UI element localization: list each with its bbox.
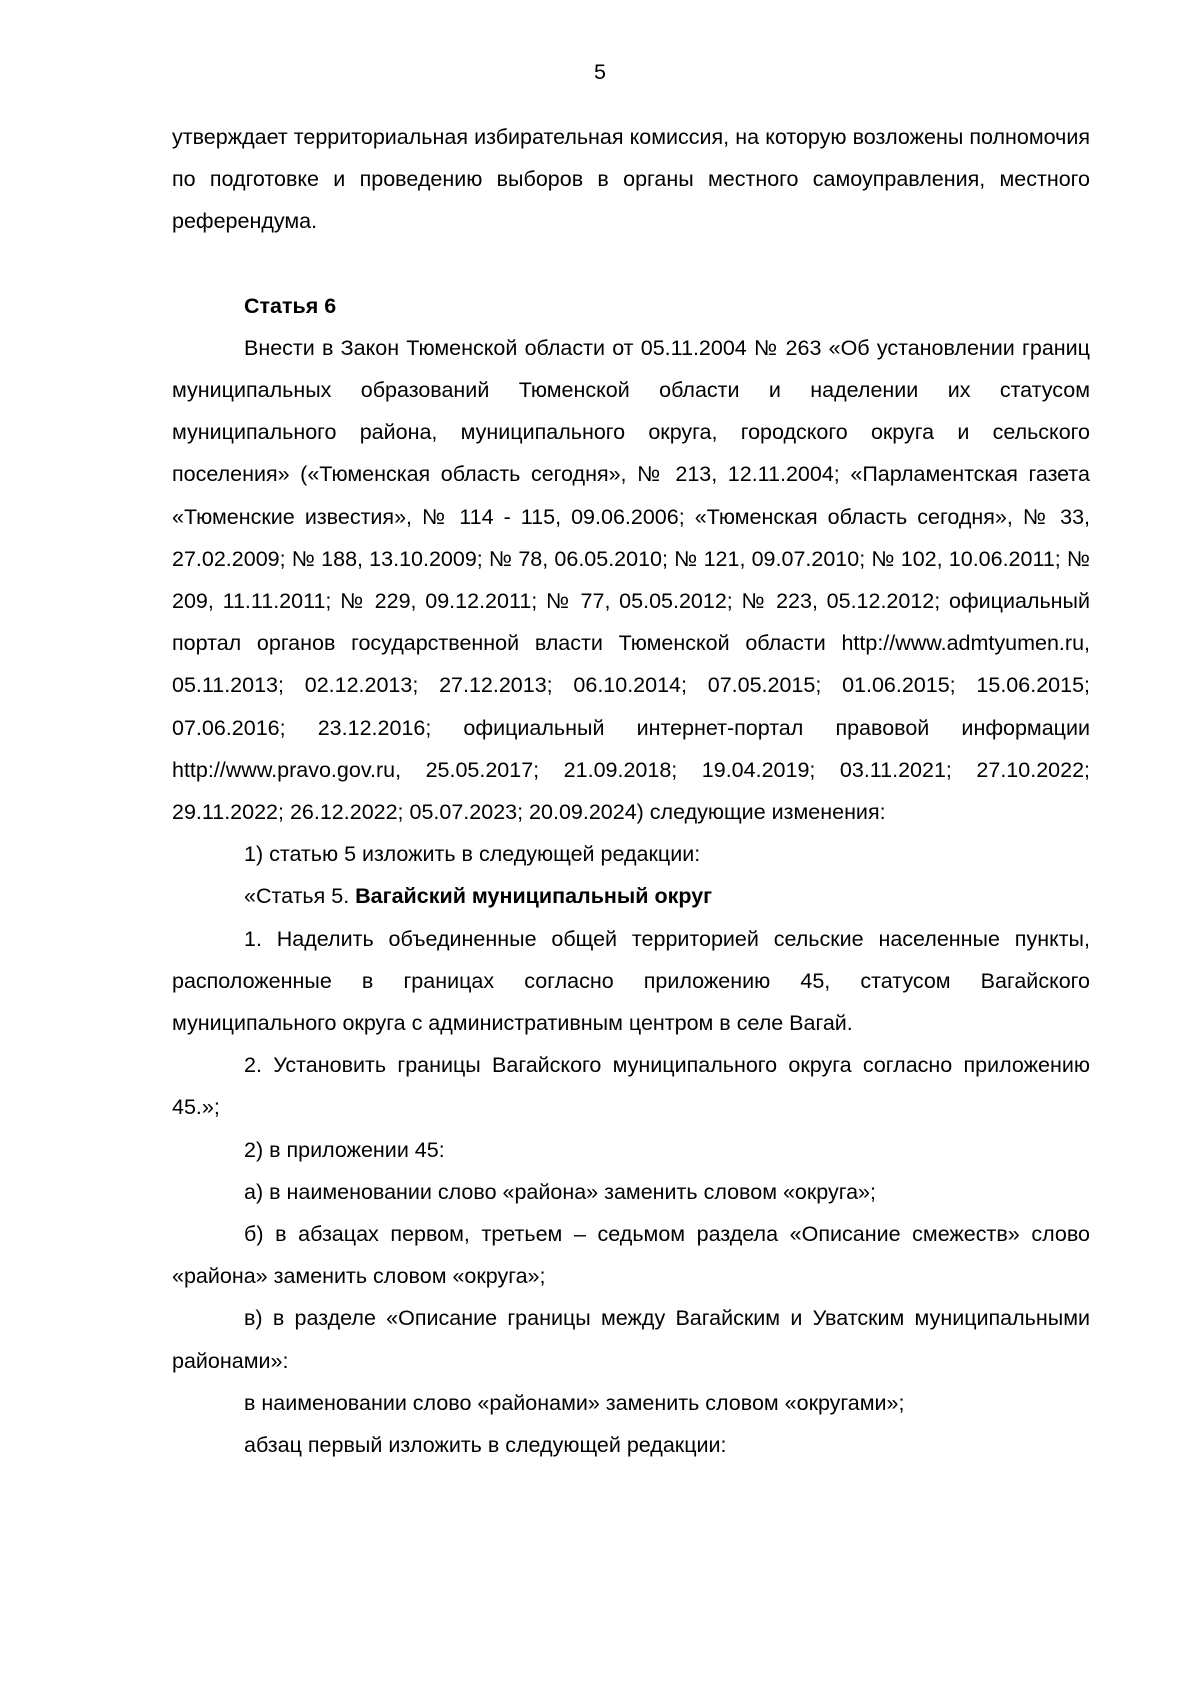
article-heading: Статья 6 [244, 293, 337, 318]
paragraph-clause-1: 1. Наделить объединенные общей территорией сельские населенные пункты, расположенные в границах согласно приложению 45, статусом Вагайского муниципального округа с административным центром в селе Вагай. [172, 926, 1090, 1036]
paragraph-subitem-b: б) в абзацах первом, третьем – седьмом раздела «Описание смежеств» слово «района» заменить словом «округа»; [172, 1222, 1090, 1289]
page-number: 5 [594, 60, 606, 84]
paragraph-continuation: утверждает территориальная избирательная комиссия, на которую возложены полномочия по подготовке и проведению выборов в органы местного самоуправления, местного референдума. [172, 125, 1090, 234]
paragraph-first-abzac: абзац первый изложить в следующей редакции: [244, 1433, 727, 1458]
article-5-prefix: «Статья 5. [244, 884, 356, 909]
paragraph-item-1: 1) статью 5 изложить в следующей редакции: [244, 842, 701, 867]
paragraph-subitem-v: в) в разделе «Описание границы между Вагайским и Уватским муниципальными районами»: [172, 1306, 1090, 1373]
paragraph-item-2: 2) в приложении 45: [244, 1137, 445, 1162]
paragraph-clause-2: 2. Установить границы Вагайского муниципального округа согласно приложению 45.»; [172, 1053, 1090, 1120]
paragraph-subitem-a: а) в наименовании слово «района» заменить словом «округа»; [244, 1179, 876, 1204]
paragraph-article-5-title [172, 875, 1090, 917]
paragraph-naming-change: в наименовании слово «районами» заменить словом «округами»; [244, 1390, 905, 1415]
paragraph-amendment-intro: Внести в Закон Тюменской области от 05.11.2004 № 263 «Об установлении границ муниципальных образований Тюменской области и наделении их статусом муниципального района, муниципального округа, городского округа и сельского поселения» («Тюменская область сегодня», № 213, 12.11.2004; «Парламентская газета «Тюменские известия», № 114 - 115, 09.06.2006; «Тюменская область сегодня», № 33, 27.02.2009; № 188, 13.10.2009; № 78, 06.05.2010; № 121, 09.07.2010; № 102, 10.06.2011; № 209, 11.11.2011; № 229, 09.12.2011; № 77, 05.05.2012; № 223, 05.12.2012; официальный портал органов государственной власти Тюменской области http://www.admtyumen.ru, 05.11.2013; 02.12.2013; 27.12.2013; 06.10.2014; 07.05.2015; 01.06.2015; 15.06.2015; 07.06.2016; 23.12.2016; официальный интернет-портал правовой информации http://www.pravo.gov.ru, 25.05.2017; 21.09.2018; 19.04.2019; 03.11.2021; 27.10.2022; 29.11.2022; 26.12.2022; 05.07.2023; 20.09.2024) следующие изменения: [172, 335, 1090, 825]
document-body [172, 116, 1090, 1466]
article-5-title: Вагайский муниципальный округ [355, 884, 713, 909]
